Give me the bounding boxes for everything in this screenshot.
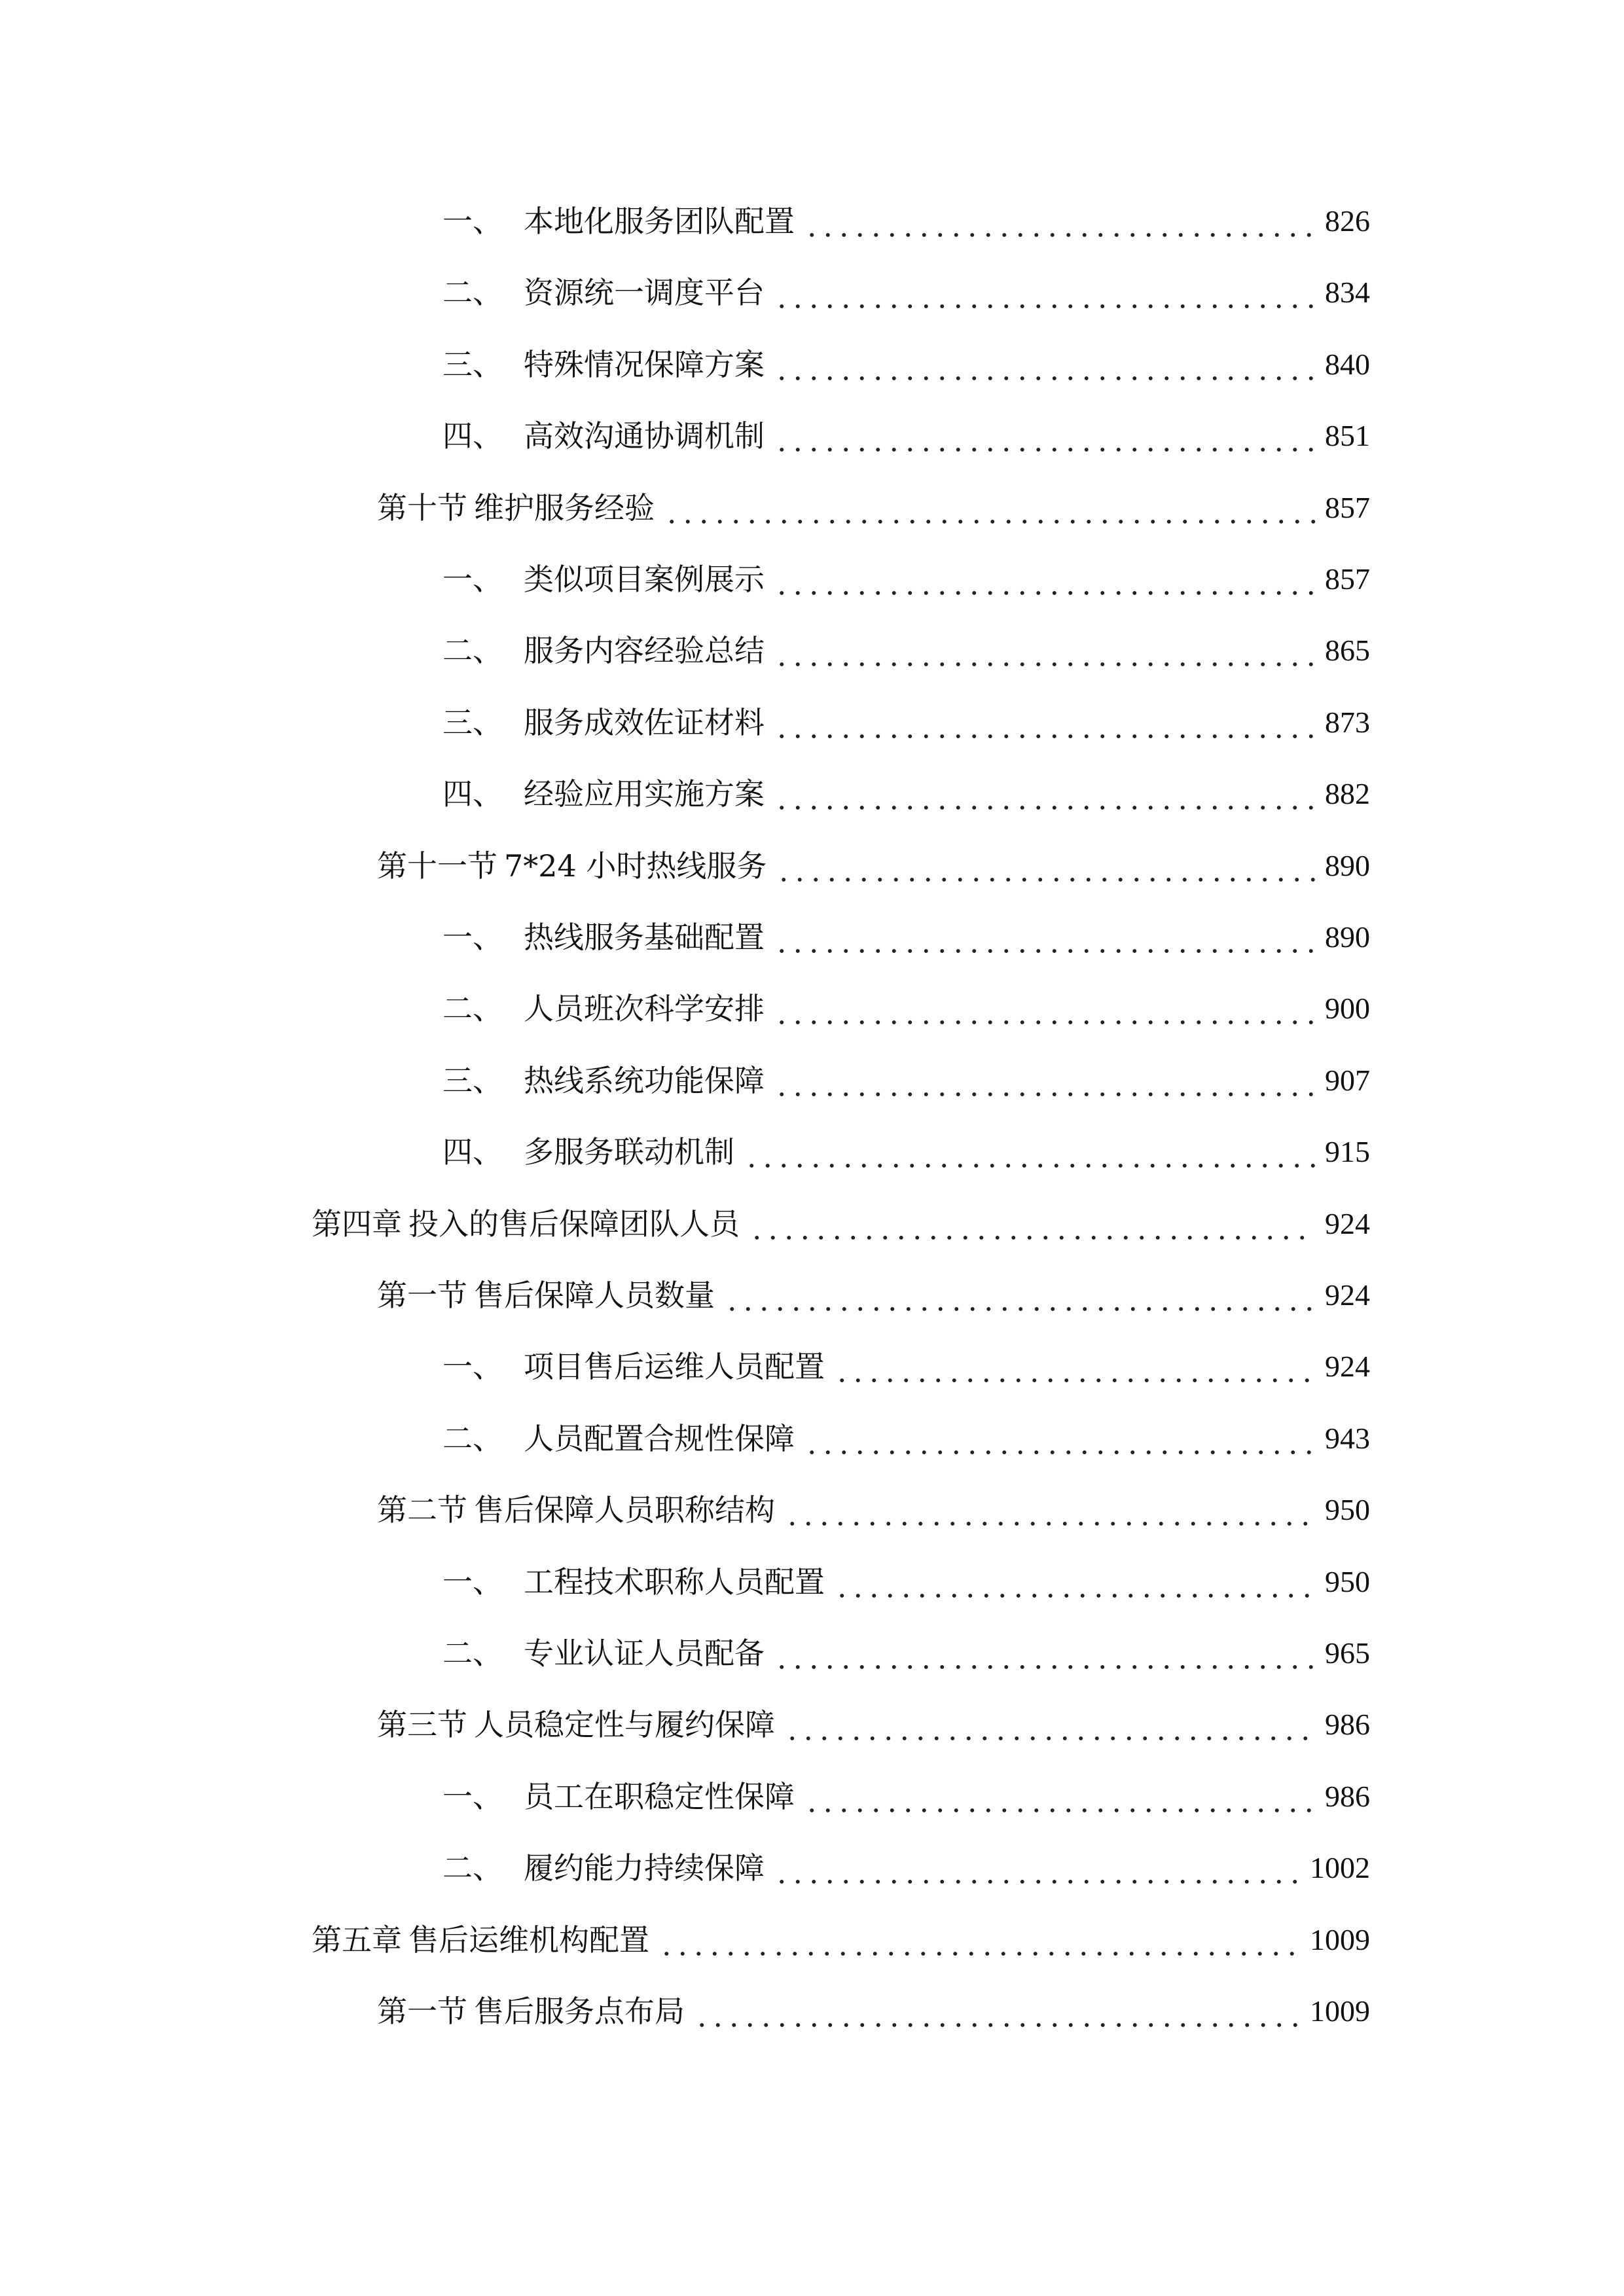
toc-entry-title: 履约能力持续保障 bbox=[524, 1850, 765, 1886]
toc-entry-number: 一、 bbox=[442, 1564, 503, 1600]
toc-entry[interactable] bbox=[442, 1556, 1370, 1608]
toc-entry-title: 售后服务点布局 bbox=[474, 1994, 685, 2029]
toc-entry-number: 四、 bbox=[442, 418, 503, 454]
toc-entry[interactable] bbox=[377, 1269, 1370, 1321]
toc-entry-page-number: 834 bbox=[1325, 276, 1370, 310]
toc-entry-number: 三、 bbox=[442, 704, 503, 740]
toc-entry-number: 第一节 bbox=[377, 1994, 467, 2029]
toc-entry[interactable] bbox=[442, 266, 1370, 319]
toc-dot-leader bbox=[784, 1484, 1316, 1536]
toc-entry[interactable] bbox=[442, 1054, 1370, 1107]
toc-entry-page-number: 915 bbox=[1325, 1135, 1370, 1169]
toc-entry-number: 四、 bbox=[442, 1134, 503, 1170]
toc-dot-leader bbox=[774, 1054, 1316, 1107]
toc-entry-number: 三、 bbox=[442, 346, 503, 382]
toc-dot-leader bbox=[774, 982, 1316, 1035]
toc-dot-leader bbox=[804, 195, 1316, 247]
toc-entry[interactable] bbox=[377, 482, 1370, 534]
toc-entry-page-number: 851 bbox=[1325, 419, 1370, 453]
toc-entry-title: 服务成效佐证材料 bbox=[524, 704, 765, 740]
toc-entry-number: 一、 bbox=[442, 562, 503, 597]
toc-dot-leader bbox=[774, 911, 1316, 963]
toc-entry[interactable] bbox=[442, 1412, 1370, 1465]
toc-dot-leader bbox=[804, 1412, 1316, 1465]
toc-entry-title: 人员班次科学安排 bbox=[524, 991, 765, 1027]
toc-dot-leader bbox=[664, 482, 1316, 534]
toc-entry-page-number: 924 bbox=[1325, 1206, 1370, 1240]
toc-entry[interactable] bbox=[442, 1770, 1370, 1823]
toc-entry-page-number: 907 bbox=[1325, 1063, 1370, 1097]
toc-entry-title: 服务内容经验总结 bbox=[524, 633, 765, 669]
toc-entry[interactable] bbox=[442, 768, 1370, 820]
toc-entry-page-number: 826 bbox=[1325, 204, 1370, 238]
toc-dot-leader bbox=[804, 1770, 1316, 1823]
toc-entry[interactable] bbox=[312, 1914, 1370, 1966]
toc-entry[interactable] bbox=[442, 410, 1370, 462]
toc-entry-number: 二、 bbox=[442, 1636, 503, 1671]
toc-entry-title: 多服务联动机制 bbox=[524, 1134, 734, 1170]
toc-entry-page-number: 986 bbox=[1325, 1779, 1370, 1813]
toc-entry-page-number: 865 bbox=[1325, 634, 1370, 668]
toc-entry-number: 一、 bbox=[442, 1349, 503, 1385]
toc-entry-number: 第十一节 bbox=[377, 848, 497, 884]
toc-dot-leader bbox=[749, 1198, 1316, 1250]
toc-entry-title: 人员配置合规性保障 bbox=[524, 1420, 795, 1456]
toc-entry-title: 投入的售后保障团队人员 bbox=[408, 1206, 740, 1242]
toc-entry-title: 专业认证人员配备 bbox=[524, 1636, 765, 1671]
toc-entry-page-number: 924 bbox=[1325, 1350, 1370, 1384]
toc-dot-leader bbox=[834, 1556, 1316, 1608]
toc-entry-title: 售后运维机构配置 bbox=[408, 1922, 649, 1958]
toc-dot-leader bbox=[774, 1627, 1316, 1679]
toc-entry-number: 二、 bbox=[442, 275, 503, 311]
toc-dot-leader bbox=[659, 1914, 1301, 1966]
toc-entry-title: 售后保障人员职称结构 bbox=[474, 1492, 775, 1528]
toc-dot-leader bbox=[774, 410, 1316, 462]
toc-entry-page-number: 882 bbox=[1325, 777, 1370, 811]
toc-dot-leader bbox=[774, 266, 1316, 319]
toc-dot-leader bbox=[776, 840, 1316, 892]
toc-entry-title: 本地化服务团队配置 bbox=[524, 204, 795, 239]
toc-entry-page-number: 900 bbox=[1325, 992, 1370, 1026]
toc-entry-number: 第三节 bbox=[377, 1707, 467, 1743]
toc-entry-page-number: 873 bbox=[1325, 705, 1370, 739]
toc-entry-title: 类似项目案例展示 bbox=[524, 562, 765, 597]
toc-entry-page-number: 840 bbox=[1325, 347, 1370, 381]
toc-dot-leader bbox=[774, 624, 1316, 677]
toc-entry-title: 维护服务经验 bbox=[474, 490, 655, 526]
toc-entry-page-number: 890 bbox=[1325, 848, 1370, 882]
toc-entry-number: 二、 bbox=[442, 1850, 503, 1886]
toc-entry-number: 第一节 bbox=[377, 1278, 467, 1313]
toc-dot-leader bbox=[784, 1698, 1316, 1751]
toc-entry-title: 人员稳定性与履约保障 bbox=[474, 1707, 775, 1743]
toc-entry[interactable] bbox=[442, 982, 1370, 1035]
toc-entry-number: 第二节 bbox=[377, 1492, 467, 1528]
toc-entry-number: 三、 bbox=[442, 1062, 503, 1098]
toc-entry-title: 项目售后运维人员配置 bbox=[524, 1349, 825, 1385]
toc-entry-title: 7*24 小时热线服务 bbox=[504, 848, 767, 884]
toc-entry[interactable] bbox=[377, 1985, 1370, 2037]
toc-entry-title: 热线系统功能保障 bbox=[524, 1062, 765, 1098]
toc-entry-title: 经验应用实施方案 bbox=[524, 776, 765, 812]
toc-entry-page-number: 857 bbox=[1325, 562, 1370, 596]
toc-entry-number: 一、 bbox=[442, 204, 503, 239]
toc-entry-title: 特殊情况保障方案 bbox=[524, 346, 765, 382]
toc-entry[interactable] bbox=[377, 1484, 1370, 1536]
toc-dot-leader bbox=[724, 1269, 1316, 1321]
toc-dot-leader bbox=[744, 1126, 1316, 1178]
toc-dot-leader bbox=[694, 1985, 1301, 2037]
toc-entry-page-number: 965 bbox=[1325, 1636, 1370, 1670]
toc-entry-number: 一、 bbox=[442, 920, 503, 955]
toc-dot-leader bbox=[774, 338, 1316, 391]
toc-entry[interactable] bbox=[377, 1698, 1370, 1751]
toc-entry-page-number: 1002 bbox=[1310, 1851, 1370, 1885]
toc-dot-leader bbox=[774, 768, 1316, 820]
toc-entry[interactable] bbox=[442, 1842, 1370, 1894]
toc-entry[interactable] bbox=[442, 1627, 1370, 1679]
toc-entry-page-number: 857 bbox=[1325, 490, 1370, 524]
toc-entry-page-number: 950 bbox=[1325, 1564, 1370, 1598]
toc-entry[interactable] bbox=[442, 1126, 1370, 1178]
toc-entry-number: 第四章 bbox=[312, 1206, 402, 1242]
toc-entry-title: 热线服务基础配置 bbox=[524, 920, 765, 955]
toc-entry-title: 工程技术职称人员配置 bbox=[524, 1564, 825, 1600]
toc-entry[interactable] bbox=[442, 553, 1370, 605]
toc-entry-title: 员工在职稳定性保障 bbox=[524, 1778, 795, 1814]
toc-dot-leader bbox=[774, 696, 1316, 749]
toc-entry[interactable] bbox=[442, 624, 1370, 677]
toc-entry-number: 二、 bbox=[442, 991, 503, 1027]
toc-entry[interactable] bbox=[442, 1340, 1370, 1393]
toc-entry-title: 高效沟通协调机制 bbox=[524, 418, 765, 454]
toc-entry[interactable] bbox=[377, 840, 1370, 892]
toc-dot-leader bbox=[774, 553, 1316, 605]
toc-entry-title: 售后保障人员数量 bbox=[474, 1278, 715, 1313]
toc-entry-title: 资源统一调度平台 bbox=[524, 275, 765, 311]
toc-entry-number: 二、 bbox=[442, 633, 503, 669]
toc-entry-page-number: 950 bbox=[1325, 1493, 1370, 1527]
toc-entry-number: 第十节 bbox=[377, 490, 467, 526]
toc-entry-number: 四、 bbox=[442, 776, 503, 812]
toc-entry-page-number: 890 bbox=[1325, 920, 1370, 954]
toc-entry[interactable] bbox=[442, 195, 1370, 247]
toc-dot-leader bbox=[834, 1340, 1316, 1393]
toc-entry[interactable] bbox=[442, 696, 1370, 749]
toc-entry[interactable] bbox=[442, 911, 1370, 963]
toc-entry-page-number: 1009 bbox=[1310, 1922, 1370, 1956]
toc-entry-page-number: 924 bbox=[1325, 1278, 1370, 1312]
toc-entry[interactable] bbox=[312, 1198, 1370, 1250]
toc-entry-number: 一、 bbox=[442, 1778, 503, 1814]
toc-entry[interactable] bbox=[442, 338, 1370, 391]
toc-entry-page-number: 1009 bbox=[1310, 1994, 1370, 2028]
toc-entry-page-number: 943 bbox=[1325, 1421, 1370, 1455]
toc-entry-number: 第五章 bbox=[312, 1922, 402, 1958]
toc-entry-number: 二、 bbox=[442, 1420, 503, 1456]
toc-entry-page-number: 986 bbox=[1325, 1708, 1370, 1742]
toc-dot-leader bbox=[774, 1842, 1301, 1894]
